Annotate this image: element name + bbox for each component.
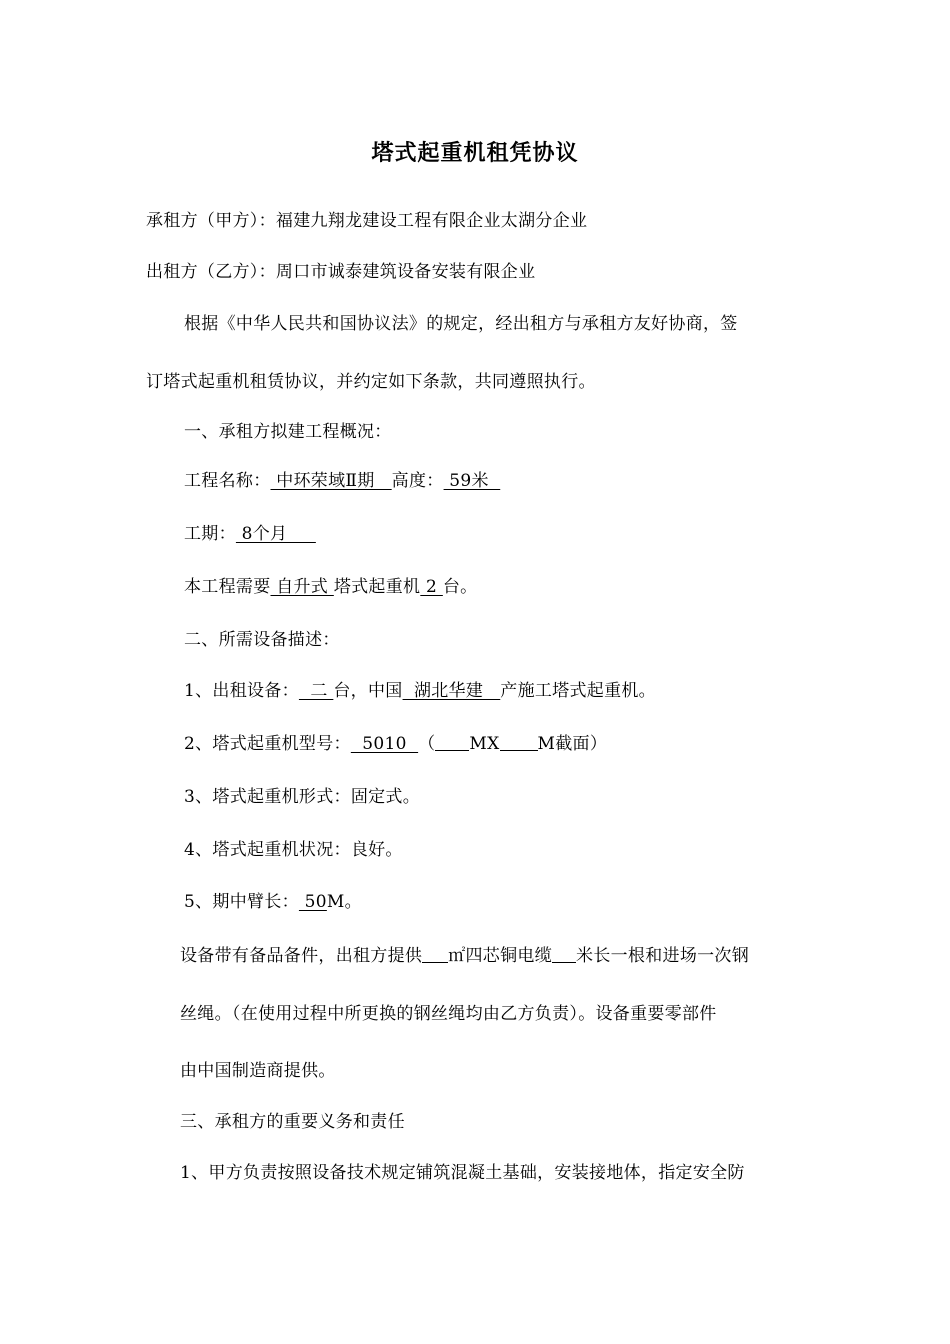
need-suffix: 台。 (442, 577, 478, 597)
project-name-label: 工程名称： (184, 471, 271, 491)
preamble-line-1: 根据《中华人民共和国协议法》的规定，经出租方与承租方友好协商，签 (184, 314, 738, 334)
item2-line (184, 733, 607, 755)
item1-suffix: 产施工塔式起重机。 (500, 681, 656, 701)
item5-prefix: 5、期中臂长： (184, 892, 299, 912)
section3-heading: 三、承租方的重要义务和责任 (180, 1112, 405, 1132)
need-type: 自升式 (270, 577, 334, 597)
item2-open: （ (418, 734, 436, 754)
spare-line-2: 丝绳。（在使用过程中所更换的钢丝绳均由乙方负责）。设备重要零部件 (180, 1004, 717, 1024)
item2-m: M截面） (537, 734, 608, 754)
item1-middle: 台，中国 (333, 681, 403, 701)
item4-line: 4、塔式起重机状况：良好。 (184, 840, 403, 860)
height-label: 高度： (391, 471, 444, 491)
period-label: 工期： (184, 524, 236, 544)
period-value: 8个月 (235, 524, 316, 544)
section2-heading: 二、所需设备描述： (184, 630, 340, 650)
section3-item1-line: 1、甲方负责按照设备技术规定铺筑混凝土基础，安装接地体，指定安全防 (180, 1163, 745, 1183)
project-name-line (184, 470, 500, 492)
item2-prefix: 2、塔式起重机型号： (184, 734, 351, 754)
need-middle: 塔式起重机 (333, 577, 421, 597)
equipment-need-line (184, 576, 477, 598)
item3-line: 3、塔式起重机形式：固定式。 (184, 787, 421, 807)
item1-prefix: 1、出租设备： (184, 681, 299, 701)
item5-suffix: M。 (326, 892, 362, 912)
spare-blank-2 (552, 946, 576, 963)
preamble-line-2: 订塔式起重机租赁协议，并约定如下条款，共同遵照执行。 (146, 372, 596, 392)
item2-mx: MX (469, 734, 500, 754)
project-name-value: 中环荣域Ⅱ期 (270, 471, 392, 491)
section1-heading: 一、承租方拟建工程概况： (184, 422, 392, 442)
spare-line-1-c: 米长一根和进场一次钢 (576, 946, 750, 966)
item1-maker: 湖北华建 (402, 681, 501, 701)
period-line (184, 523, 316, 545)
spare-line-3: 由中国制造商提供。 (180, 1061, 336, 1081)
item5-line (184, 891, 362, 913)
document-title: 塔式起重机租凭协议 (371, 141, 579, 166)
item1-count: 二 (298, 681, 334, 701)
spare-line-1-a: 设备带有备品备件，出租方提供 (180, 946, 423, 966)
lessor-line: 出租方（乙方）：周口市诚泰建筑设备安装有限企业 (146, 262, 536, 282)
spare-blank-1 (422, 946, 448, 963)
need-count: 2 (420, 577, 443, 597)
item2-blank-1 (435, 734, 469, 751)
need-prefix: 本工程需要 (184, 577, 271, 597)
item2-blank-2 (500, 734, 538, 751)
item1-line (184, 680, 656, 702)
item5-value: 50 (298, 892, 327, 912)
spare-line-1-b: ㎡四芯铜电缆 (448, 946, 553, 966)
spare-line-1 (180, 945, 749, 967)
height-value: 59米 (443, 471, 501, 491)
item2-model: 5010 (350, 734, 419, 754)
lessee-line: 承租方（甲方）：福建九翔龙建设工程有限企业太湖分企业 (146, 211, 588, 231)
